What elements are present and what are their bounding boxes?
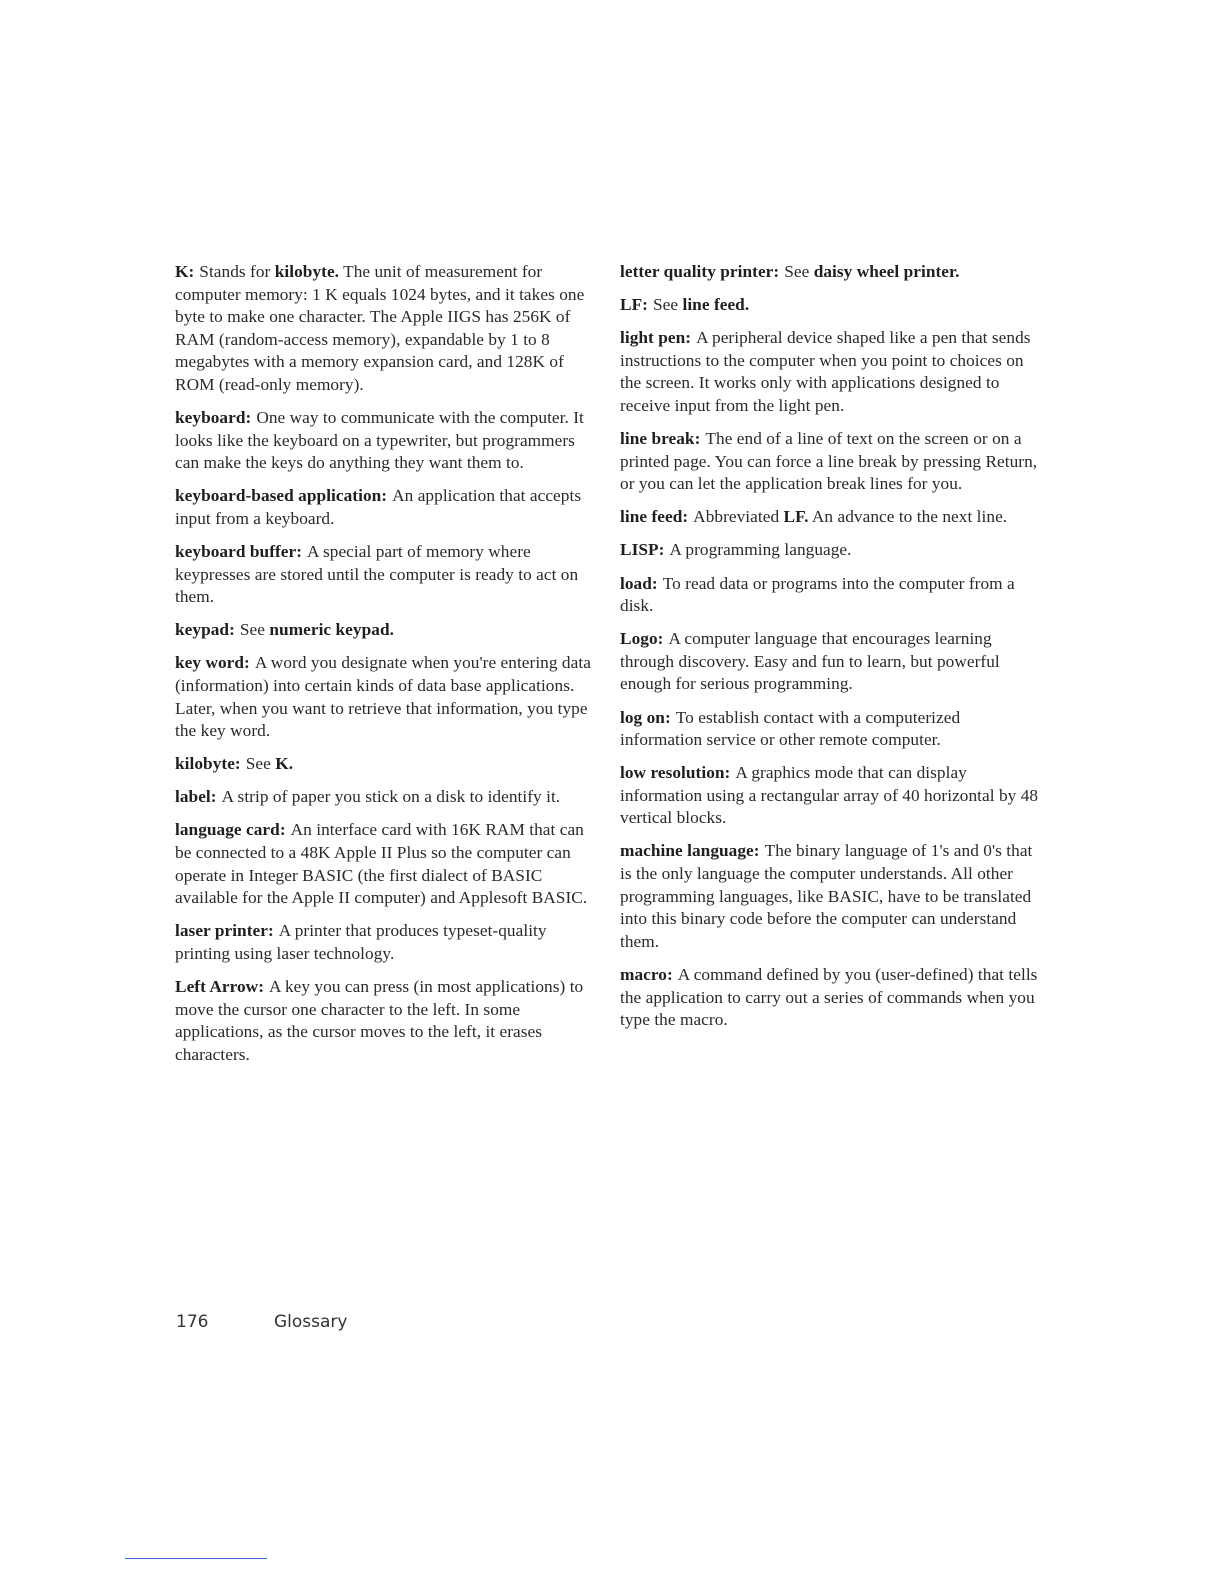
glossary-entry <box>620 964 1045 1032</box>
glossary-term: line feed: <box>620 507 689 527</box>
page-footer <box>176 1312 347 1332</box>
section-title: Glossary <box>274 1312 348 1332</box>
definition-text: Abbreviated <box>693 507 784 527</box>
glossary-entry <box>175 753 600 776</box>
definition-text: One way to communicate with the computer. It looks like the keyboard on a typewriter, but programmers can make the keys do anything they want them to. <box>175 408 584 473</box>
page-number: 176 <box>176 1312 209 1332</box>
glossary-entry <box>175 407 600 475</box>
glossary-term: low resolution: <box>620 763 731 783</box>
glossary-entry <box>620 628 1045 696</box>
glossary-entry <box>175 541 600 609</box>
definition-text: See <box>239 620 270 640</box>
glossary-term: log on: <box>620 707 671 727</box>
glossary-term: load: <box>620 573 658 593</box>
definition-text: A command defined by you (user-defined) that tells the application to carry out a series of commands when you type the macro. <box>620 964 1038 1030</box>
glossary-term: label: <box>175 787 217 807</box>
glossary-term: Logo: <box>620 629 664 649</box>
glossary-entry <box>175 920 600 965</box>
glossary-entry <box>620 428 1045 496</box>
glossary-entry <box>620 762 1045 830</box>
glossary-entry <box>620 840 1045 953</box>
glossary-term: key word: <box>175 653 250 673</box>
cross-reference: numeric keypad. <box>269 620 394 640</box>
glossary-term: keyboard buffer: <box>175 542 303 562</box>
definition-text: An advance to the next line. <box>808 507 1008 527</box>
glossary-entry <box>620 573 1045 618</box>
definition-text: A word you designate when you're entering data (information) into certain kinds of data base applications. Later, when you want to retrieve that information, you type the key word. <box>175 653 591 741</box>
definition-text: To read data or programs into the computer from a disk. <box>620 573 1015 616</box>
glossary-column-left <box>175 261 600 1077</box>
definition-text: See <box>245 754 276 774</box>
glossary-term: Left Arrow: <box>175 977 265 997</box>
glossary-entry <box>620 294 1045 317</box>
definition-text: The unit of measurement for computer memory: 1 K equals 1024 bytes, and it takes one byte to make one character. The Apple IIGS has 256K of RAM (random-access memory), expandable by 1 to 8 megabytes with a memory expansion card, and 128K of ROM (read-only memory). <box>175 262 585 394</box>
bottom-rule <box>125 1558 267 1559</box>
glossary-entry <box>620 707 1045 752</box>
glossary-entry <box>620 539 1045 562</box>
definition-text: To establish contact with a computerized information service or other remote computer. <box>620 707 961 750</box>
glossary-term: LF: <box>620 295 648 315</box>
glossary-term: machine language: <box>620 841 760 861</box>
glossary-term: macro: <box>620 964 673 984</box>
glossary-term: keyboard: <box>175 408 252 428</box>
glossary-term: laser printer: <box>175 921 274 941</box>
glossary-term: LISP: <box>620 540 665 560</box>
glossary-term: kilobyte: <box>175 754 241 774</box>
glossary-term: light pen: <box>620 328 692 348</box>
glossary-entry <box>175 652 600 742</box>
definition-text: A programming language. <box>669 540 852 560</box>
cross-reference: kilobyte. <box>274 262 340 281</box>
glossary-entry <box>175 976 600 1066</box>
definition-text: See <box>784 262 814 281</box>
glossary-term: K: <box>175 262 195 281</box>
glossary-term: keypad: <box>175 620 235 640</box>
glossary-entry <box>620 261 1045 284</box>
glossary-entry <box>175 485 600 530</box>
definition-text: A printer that produces typeset-quality printing using laser technology. <box>175 921 547 963</box>
definition-text: An interface card with 16K RAM that can be connected to a 48K Apple II Plus so the computer can operate in Integer BASIC (the first dialect of BASIC available for the Apple II computer) and Applesoft BASIC. <box>175 820 588 908</box>
glossary-term: line break: <box>620 429 701 449</box>
glossary-entry <box>175 619 600 642</box>
cross-reference: daisy wheel printer. <box>813 262 960 281</box>
glossary-entry <box>175 819 600 909</box>
definition-text: A key you can press (in most applications) to move the cursor one character to the left. In some applications, as the cursor moves to the left, it erases characters. <box>175 977 584 1064</box>
definition-text: A peripheral device shaped like a pen that sends instructions to the computer when you point to choices on the screen. It works only with applications designed to receive input from the light pen. <box>620 328 1031 415</box>
definition-text: A graphics mode that can display information using a rectangular array of 40 horizontal by 48 vertical blocks. <box>620 763 1039 828</box>
glossary-term: language card: <box>175 820 286 840</box>
cross-reference: K. <box>275 754 294 774</box>
cross-reference: LF. <box>783 507 809 527</box>
glossary-entry <box>620 506 1045 529</box>
glossary-term: keyboard-based application: <box>175 486 388 506</box>
glossary-term: letter quality printer: <box>620 262 780 281</box>
definition-text: An application that accepts input from a keyboard. <box>175 486 582 528</box>
definition-text: A computer language that encourages learning through discovery. Easy and fun to learn, but powerful enough for serious programming. <box>620 629 1000 694</box>
glossary-entry <box>175 786 600 809</box>
glossary-entry <box>620 327 1045 417</box>
definition-text: The binary language of 1's and 0's that is the only language the computer understands. All other programming languages, like BASIC, have to be translated into this binary code before the computer can understand them. <box>620 841 1033 951</box>
cross-reference: line feed. <box>682 295 750 315</box>
definition-text: Stands for <box>199 262 275 281</box>
glossary-column-right <box>620 261 1045 1042</box>
definition-text: A special part of memory where keypresses are stored until the computer is ready to act on them. <box>175 542 579 607</box>
definition-text: A strip of paper you stick on a disk to identify it. <box>221 787 561 807</box>
glossary-entry <box>175 261 600 397</box>
definition-text: The end of a line of text on the screen or on a printed page. You can force a line break by pressing Return, or you can let the application break lines for you. <box>620 429 1038 494</box>
definition-text: See <box>653 295 683 315</box>
